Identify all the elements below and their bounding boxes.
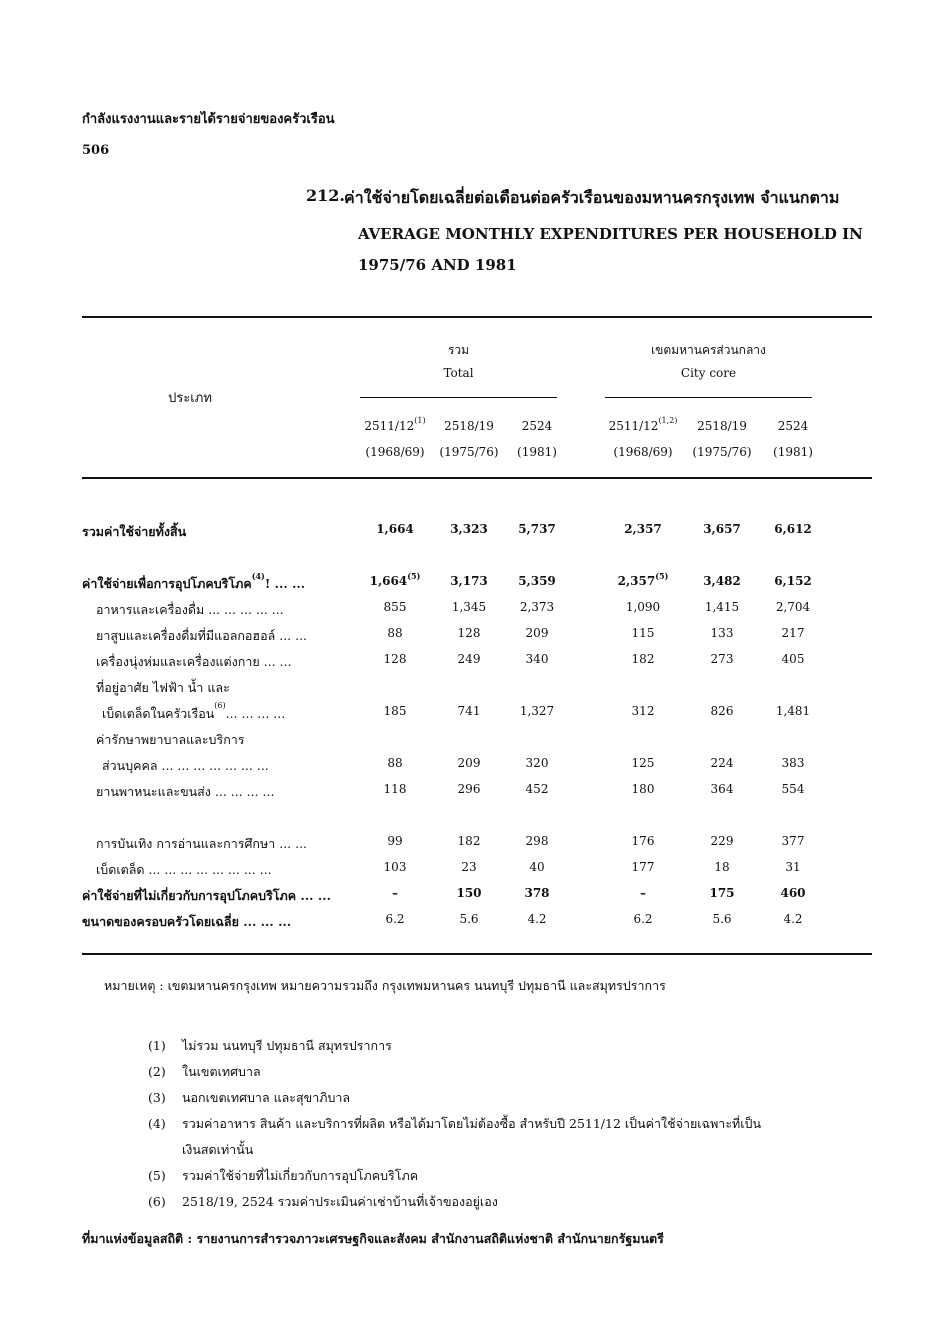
table-cell: 1,664$^{(5)}$ — [369, 571, 421, 588]
table-cell: 4.2 — [783, 912, 803, 926]
table-cell: 2,357 — [624, 522, 662, 536]
table-cell: 405 — [781, 652, 805, 666]
year-header-thai: 2518/19 — [697, 419, 747, 433]
table-cell: 150 — [456, 886, 482, 900]
table-cell: 2,373 — [519, 600, 555, 614]
table-cell: 1,481 — [775, 704, 811, 718]
year-header-en: (1981) — [773, 445, 813, 459]
table-cell: 2,357$^{(5)}$ — [617, 571, 669, 588]
core-group-rule — [605, 397, 812, 398]
year-header-thai: 2524 — [521, 419, 553, 433]
table-cell: 377 — [781, 834, 805, 848]
table-cell: 5.6 — [712, 912, 732, 926]
table-cell: 273 — [710, 652, 734, 666]
table-cell: 103 — [383, 860, 407, 874]
running-header: กำลังแรงงานและรายได้รายจ่ายของครัวเรือน — [82, 112, 335, 127]
table-cell: 1,327 — [519, 704, 555, 718]
table-cell: 3,482 — [703, 574, 741, 588]
footnote-item: เงินสดเท่านั้น — [182, 1142, 254, 1157]
table-cell: 23 — [461, 860, 477, 874]
table-cell: 383 — [781, 756, 805, 770]
table-cell: 855 — [383, 600, 407, 614]
category-header: ประเภท — [168, 391, 212, 406]
total-group-rule — [360, 397, 557, 398]
footnote-item: (4) รวมค่าอาหาร สินค้า และบริการที่ผลิต หรือได้มาโดยไม่ต้องซื้อ สำหรับปี 2511/12 เป็นค่าใช้จ่ายเฉพาะที่เป็น — [148, 1116, 762, 1131]
table-cell: 298 — [525, 834, 549, 848]
table-cell: 6,152 — [774, 574, 812, 588]
table-cell: 2,704 — [775, 600, 811, 614]
page-number: 506 — [82, 143, 110, 158]
table-cell: 1,090 — [625, 600, 661, 614]
total-group-header-en: Total — [443, 366, 474, 380]
table-bottom-rule — [82, 953, 872, 955]
table-cell: 88 — [387, 626, 403, 640]
row-label: ส่วนบุคคล ... ... ... ... ... ... ... — [102, 758, 269, 773]
table-cell: 217 — [781, 626, 805, 640]
table-cell: 128 — [383, 652, 407, 666]
table-cell: – — [640, 886, 646, 900]
table-cell: 826 — [710, 704, 734, 718]
table-cell: 6.2 — [385, 912, 405, 926]
row-label: ขนาดของครอบครัวโดยเฉลี่ย ... ... ... — [82, 914, 292, 929]
table-cell: 378 — [524, 886, 550, 900]
year-header-thai: 2511/12$^{(1)}$ — [364, 416, 426, 433]
table-cell: 1,415 — [704, 600, 740, 614]
table-cell: 3,323 — [450, 522, 488, 536]
total-group-header-thai: รวม — [447, 343, 470, 357]
year-header-en: (1981) — [517, 445, 557, 459]
footnote-item: (1) ไม่รวม นนทบุรี ปทุมธานี สมุทรปราการ — [148, 1038, 392, 1053]
year-header-thai: 2518/19 — [444, 419, 494, 433]
table-cell: 180 — [631, 782, 655, 796]
table-cell: 5,359 — [518, 574, 556, 588]
row-label: ค่าใช้จ่ายที่ไม่เกี่ยวกับการอุปโภคบริโภค ... ... — [82, 888, 331, 903]
table-cell: 296 — [457, 782, 481, 796]
table-cell: 1,345 — [451, 600, 487, 614]
table-cell: 340 — [525, 652, 549, 666]
year-header-en: (1975/76) — [692, 445, 752, 459]
row-label: ค่าใช้จ่ายเพื่อการอุปโภคบริโภค$^{(4)}$! ... ... — [82, 571, 306, 591]
table-number: 212. — [306, 186, 345, 205]
table-cell: 5.6 — [459, 912, 479, 926]
footnote-item: (2) ในเขตเทศบาล — [148, 1064, 261, 1079]
table-cell: 133 — [710, 626, 734, 640]
table-title-en-line2: 1975/76 AND 1981 — [358, 256, 517, 274]
table-cell: 1,664 — [376, 522, 414, 536]
table-cell: 452 — [525, 782, 549, 796]
note-main: หมายเหตุ : เขตมหานครกรุงเทพ หมายความรวมถึง กรุงเทพมหานคร นนทบุรี ปทุมธานี และสมุทรปราการ — [104, 978, 666, 993]
footnote-item: (3) นอกเขตเทศบาล และสุขาภิบาล — [148, 1090, 351, 1105]
table-cell: 5,737 — [518, 522, 556, 536]
table-cell: 177 — [631, 860, 655, 874]
data-source: ที่มาแห่งข้อมูลสถิติ : รายงานการสำรวจภาวะเศรษฐกิจและสังคม สำนักงานสถิติแห่งชาติ สำนักนายกรัฐมนตรี — [82, 1231, 664, 1246]
table-cell: 99 — [387, 834, 403, 848]
footnote-item: (6) 2518/19, 2524 รวมค่าประเมินค่าเช่าบ้านที่เจ้าของอยู่เอง — [148, 1194, 498, 1209]
table-cell: 182 — [631, 652, 655, 666]
table-cell: 31 — [785, 860, 801, 874]
core-group-header-thai: เขตมหานครส่วนกลาง — [651, 343, 766, 357]
table-cell: 249 — [457, 652, 481, 666]
table-cell: 176 — [631, 834, 655, 848]
core-group-header-en: City core — [680, 366, 737, 380]
table-cell: 3,173 — [450, 574, 488, 588]
table-cell: 320 — [525, 756, 549, 770]
row-label: ค่ารักษาพยาบาลและบริการ — [96, 732, 245, 747]
header-bottom-rule — [82, 477, 872, 479]
table-cell: 125 — [631, 756, 655, 770]
table-cell: 175 — [709, 886, 735, 900]
row-label: เครื่องนุ่งห่มและเครื่องแต่งกาย ... ... — [96, 654, 292, 669]
table-cell: 460 — [780, 886, 806, 900]
table-cell: – — [392, 886, 398, 900]
table-cell: 128 — [457, 626, 481, 640]
table-cell: 118 — [383, 782, 407, 796]
footnote-item: (5) รวมค่าใช้จ่ายที่ไม่เกี่ยวกับการอุปโภคบริโภค — [148, 1168, 419, 1183]
table-cell: 3,657 — [703, 522, 741, 536]
table-cell: 6.2 — [633, 912, 653, 926]
table-cell: 224 — [710, 756, 734, 770]
row-label: ยานพาหนะและขนส่ง ... ... ... ... — [96, 784, 275, 799]
table-cell: 115 — [631, 626, 655, 640]
row-label: เบ็ดเตล็ดในครัวเรือน$^{(6)}$... ... ... ... — [102, 701, 286, 721]
row-label: อาหารและเครื่องดื่ม ... ... ... ... ... — [96, 602, 284, 617]
table-cell: 741 — [457, 704, 481, 718]
table-cell: 182 — [457, 834, 481, 848]
row-label: ยาสูบและเครื่องดื่มที่มีแอลกอฮอล์ ... ... — [96, 628, 308, 643]
table-cell: 18 — [714, 860, 730, 874]
table-top-rule — [82, 316, 872, 318]
year-header-en: (1968/69) — [365, 445, 425, 459]
table-cell: 312 — [631, 704, 655, 718]
row-label: การบันเทิง การอ่านและการศึกษา ... ... — [96, 836, 308, 851]
table-cell: 229 — [710, 834, 734, 848]
table-title-thai: ค่าใช้จ่ายโดยเฉลี่ยต่อเดือนต่อครัวเรือนของมหานครกรุงเทพ จำแนกตาม — [344, 188, 840, 207]
row-label: ที่อยู่อาศัย ไฟฟ้า น้ำ และ — [96, 680, 230, 695]
table-cell: 209 — [457, 756, 481, 770]
row-label: เบ็ดเตล็ด ... ... ... ... ... ... ... ... — [96, 862, 272, 877]
table-cell: 185 — [383, 704, 407, 718]
table-cell: 4.2 — [527, 912, 547, 926]
table-cell: 554 — [781, 782, 805, 796]
year-header-thai: 2524 — [777, 419, 809, 433]
table-cell: 40 — [529, 860, 545, 874]
table-cell: 209 — [525, 626, 549, 640]
year-header-en: (1968/69) — [613, 445, 673, 459]
table-title-en-line1: AVERAGE MONTHLY EXPENDITURES PER HOUSEHOLD IN — [358, 225, 863, 243]
year-header-en: (1975/76) — [439, 445, 499, 459]
table-cell: 364 — [710, 782, 734, 796]
row-label: รวมค่าใช้จ่ายทั้งสิ้น — [82, 524, 187, 539]
table-cell: 6,612 — [774, 522, 812, 536]
table-cell: 88 — [387, 756, 403, 770]
year-header-thai: 2511/12$^{(1,2)}$ — [608, 416, 678, 433]
